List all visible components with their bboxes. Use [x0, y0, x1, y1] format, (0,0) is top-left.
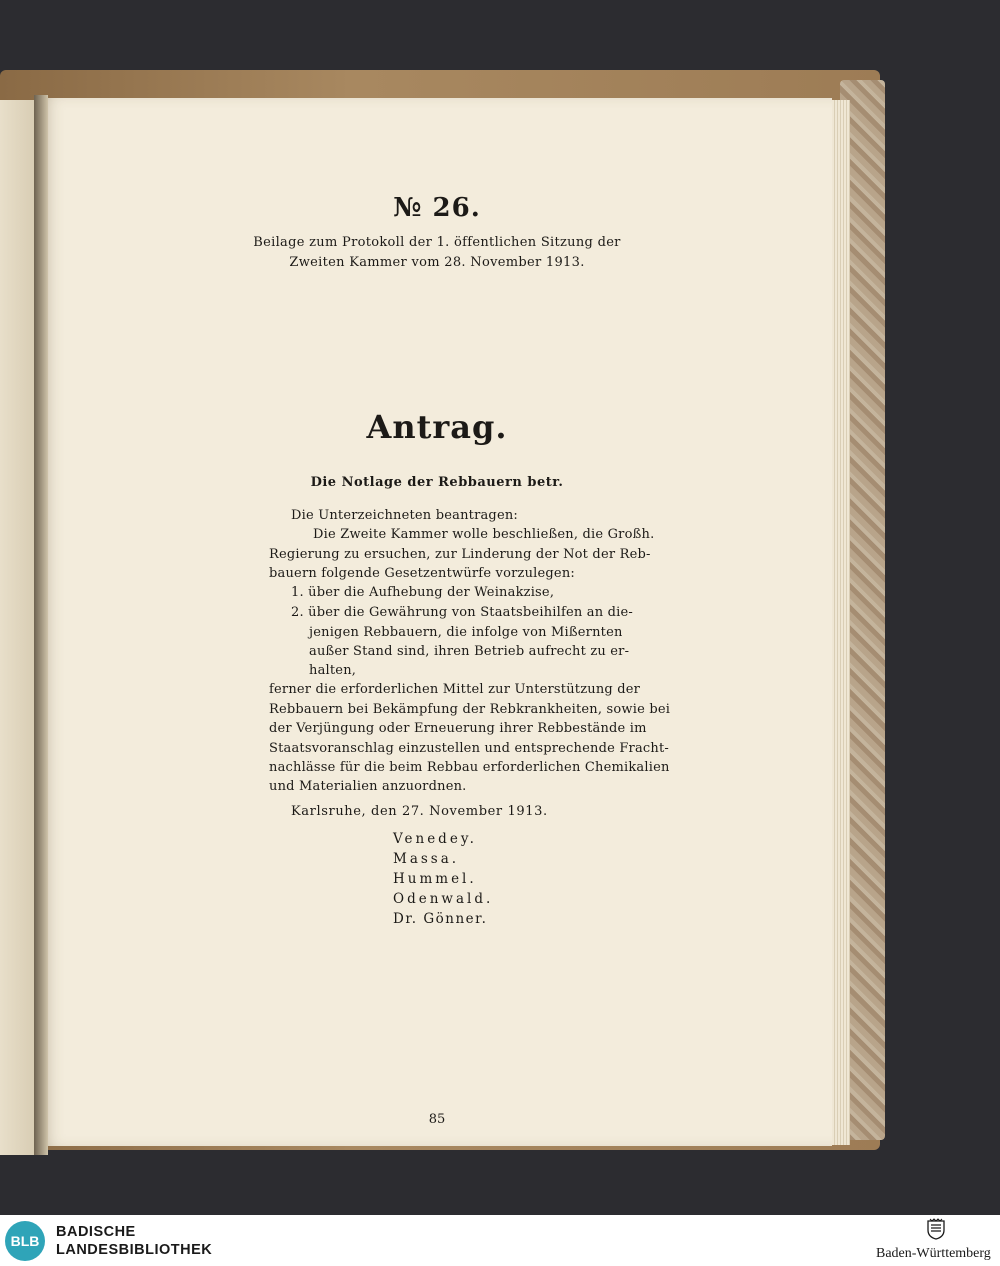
body-line: bauern folgende Gesetzentwürfe vorzulegen:	[269, 566, 575, 581]
viewer-footer	[0, 1215, 1000, 1266]
library-name	[56, 1223, 212, 1259]
closing-line: und Materialien anzuordnen.	[269, 779, 467, 794]
body-line: Die Zweite Kammer wolle beschließen, die Großh.	[313, 527, 655, 542]
signatory: Odenwald.	[393, 891, 494, 907]
place-date: Karlsruhe, den 27. November 1913.	[291, 804, 548, 819]
coat-of-arms-icon	[926, 1218, 946, 1240]
signatory: Dr. Gönner.	[393, 911, 488, 927]
signatory: Hummel.	[393, 871, 477, 887]
signatory: Venedey.	[393, 831, 477, 847]
book-spine-shadow	[34, 95, 48, 1155]
document-heading: Antrag.	[366, 408, 508, 446]
subtitle-line-1: Beilage zum Protokoll der 1. öffentlichen Sitzung der	[253, 235, 621, 250]
closing-line: nachlässe für die beim Rebbau erforderlichen Chemikalien	[269, 760, 670, 775]
closing-line: ferner die erforderlichen Mittel zur Unterstützung der	[269, 682, 641, 697]
closing-line: Rebbauern bei Bekämpfung der Rebkrankheiten, sowie bei	[269, 702, 671, 717]
document-subject: Die Notlage der Rebbauern betr.	[310, 475, 564, 490]
list-item-continuation: außer Stand sind, ihren Betrieb aufrecht zu er-	[309, 644, 630, 659]
subtitle-line-2: Zweiten Kammer vom 28. November 1913.	[289, 255, 585, 270]
signatory: Massa.	[393, 851, 460, 867]
list-item-continuation: halten,	[309, 663, 357, 678]
closing-line: der Verjüngung oder Erneuerung ihrer Rebbestände im	[269, 721, 647, 736]
closing-line: Staatsvoranschlag einzustellen und entsprechende Fracht-	[269, 741, 669, 756]
list-item: 1. über die Aufhebung der Weinakzise,	[291, 585, 555, 600]
document-number: № 26.	[393, 193, 481, 223]
library-name-line-2: LANDESBIBLIOTHEK	[56, 1242, 213, 1258]
page-number: 85	[428, 1112, 446, 1127]
document-page	[42, 98, 832, 1146]
list-item: 2. über die Gewährung von Staatsbeihilfen an die-	[291, 605, 634, 620]
list-item-continuation: jenigen Rebbauern, die infolge von Mißernten	[309, 625, 623, 640]
library-name-line-1: BADISCHE	[56, 1224, 136, 1240]
state-label: Baden-Württemberg	[876, 1246, 991, 1261]
body-line: Regierung zu ersuchen, zur Linderung der Not der Reb-	[269, 547, 651, 562]
intro-line: Die Unterzeichneten beantragen:	[291, 508, 519, 523]
blb-logo[interactable]: BLB	[5, 1221, 45, 1261]
